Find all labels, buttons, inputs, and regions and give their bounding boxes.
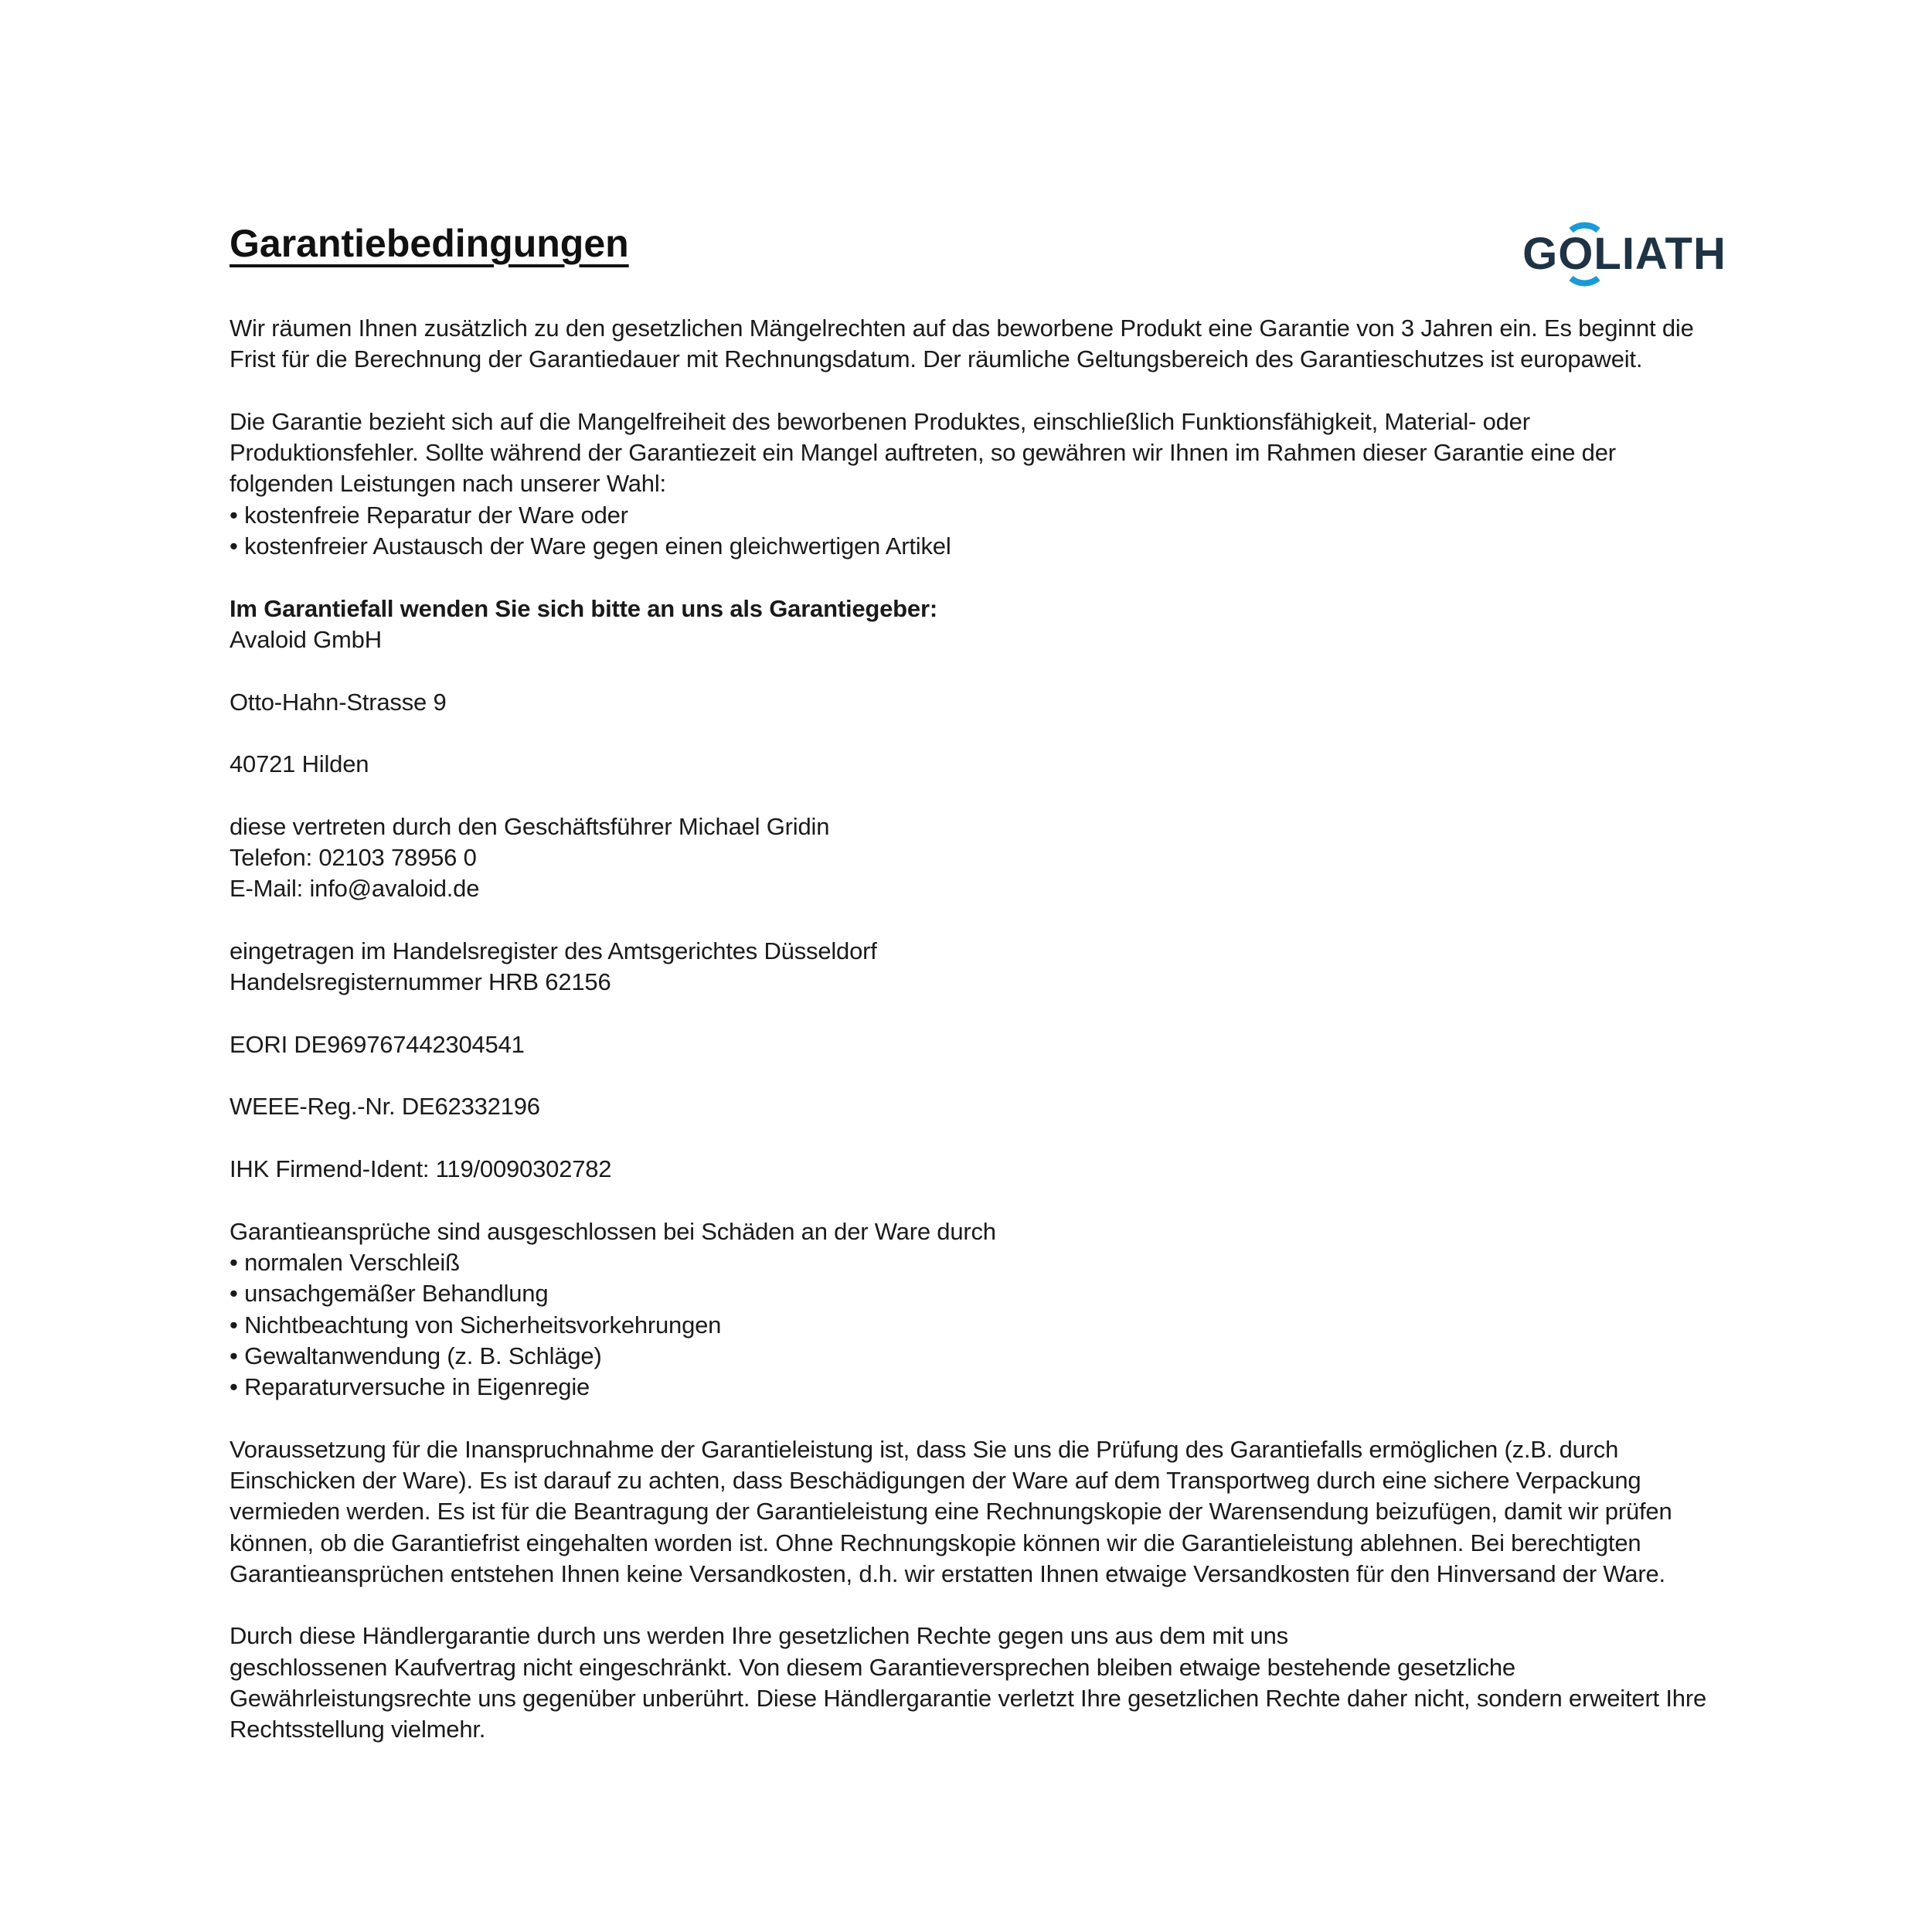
representative: diese vertreten durch den Geschäftsführer Michael Gridin (230, 812, 830, 840)
closing-section (230, 1621, 1725, 1745)
register-court: eingetragen im Handelsregister des Amtsgerichtes Düsseldorf (230, 937, 877, 964)
scope-paragraph: Die Garantie bezieht sich auf die Mangelfreiheit des beworbenen Produktes, einschließlich Funktionsfähigkeit, Material- oder Produktionsfehler. Sollte während der Garantiezeit ein Mangel auftreten, so gewähren wir Ihnen im Rahmen dieser Garantie eine der folgenden Leistungen nach unserer Wahl: (230, 407, 1616, 498)
intro-paragraph: Wir räumen Ihnen zusätzlich zu den gesetzlichen Mängelrechten auf das beworbene Produkt eine Garantie von 3 Jahren ein. Es beginnt die Frist für die Berechnung der Garantiedauer mit Rechnungsdatum. Der räumliche Geltungsbereich des Garantieschutzes ist europaweit. (230, 315, 1694, 373)
register-block (230, 936, 1725, 998)
document-body (230, 313, 1725, 1777)
contact-heading: Im Garantiefall wenden Sie sich bitte an uns als Garantiegeber: (230, 594, 937, 622)
requirements-paragraph: Voraussetzung für die Inanspruchnahme der Garantieleistung ist, dass Sie uns die Prüfung des Garantiefalls ermöglichen (z.B. durch Einschicken der Ware). Es ist darauf zu achten, dass Beschädigungen der Ware auf dem Transportweg durch eine sichere Verpackung vermieden werden. Es ist für die Beantragung der Garantieleistung eine Rechnungskopie der Warensendung beizufügen, damit wir prüfen können, ob die Garantiefrist eingehalten worden ist. Ohne Rechnungskopie können wir die Garantieleistung ablehnen. Bei berechtigten Garantieansprüchen entstehen Ihnen keine Versandkosten, d.h. wir erstatten Ihnen etwaige Versandkosten für den Hinversand der Ware. (230, 1435, 1672, 1587)
list-item: • Gewaltanwendung (z. B. Schläge) (230, 1342, 602, 1369)
list-item: • kostenfreier Austausch der Ware gegen einen gleichwertigen Artikel (230, 532, 951, 560)
closing-paragraph: geschlossenen Kaufvertrag nicht eingeschränkt. Von diesem Garantieversprechen bleiben etwaige bestehende gesetzliche Gewährleistungsrechte uns gegenüber unberührt. Diese Händlergarantie verletzt Ihre gesetzlichen Rechte daher nicht, sondern erweitert Ihre Rechtsstellung vielmehr. (230, 1653, 1707, 1743)
eori-number: EORI DE969767442304541 (230, 1030, 525, 1058)
representative-block (230, 811, 1725, 905)
list-item: • Reparaturversuche in Eigenregie (230, 1373, 590, 1401)
contact-block (230, 594, 1725, 656)
goliath-logo (1509, 212, 1740, 297)
closing-line: Durch diese Händlergarantie durch uns werden Ihre gesetzlichen Rechte gegen uns aus dem mit uns (230, 1622, 1288, 1650)
weee-number: WEEE-Reg.-Nr. DE62332196 (230, 1093, 540, 1121)
ihk-number: IHK Firmend-Ident: 119/0090302782 (230, 1155, 612, 1183)
street-address: Otto-Hahn-Strasse 9 (230, 688, 447, 716)
document-page (230, 216, 1726, 1743)
list-item: • normalen Verschleiß (230, 1248, 460, 1276)
list-item: • Nichtbeachtung von Sicherheitsvorkehrungen (230, 1311, 722, 1338)
company-name: Avaloid GmbH (230, 625, 382, 653)
svg-text:GOLIATH: GOLIATH (1522, 229, 1726, 279)
list-item: • unsachgemäßer Behandlung (230, 1280, 549, 1308)
exclusions-section (230, 1216, 1725, 1403)
city-address: 40721 Hilden (230, 750, 369, 778)
page-title: Garantiebedingungen (230, 222, 629, 265)
exclusions-intro: Garantieansprüche sind ausgeschlossen bei Schäden an der Ware durch (230, 1217, 996, 1245)
register-number: Handelsregisternummer HRB 62156 (230, 968, 611, 996)
scope-section (230, 406, 1725, 562)
list-item: • kostenfreie Reparatur der Ware oder (230, 501, 628, 529)
email: E-Mail: info@avaloid.de (230, 875, 480, 903)
phone: Telefon: 02103 78956 0 (230, 844, 477, 872)
